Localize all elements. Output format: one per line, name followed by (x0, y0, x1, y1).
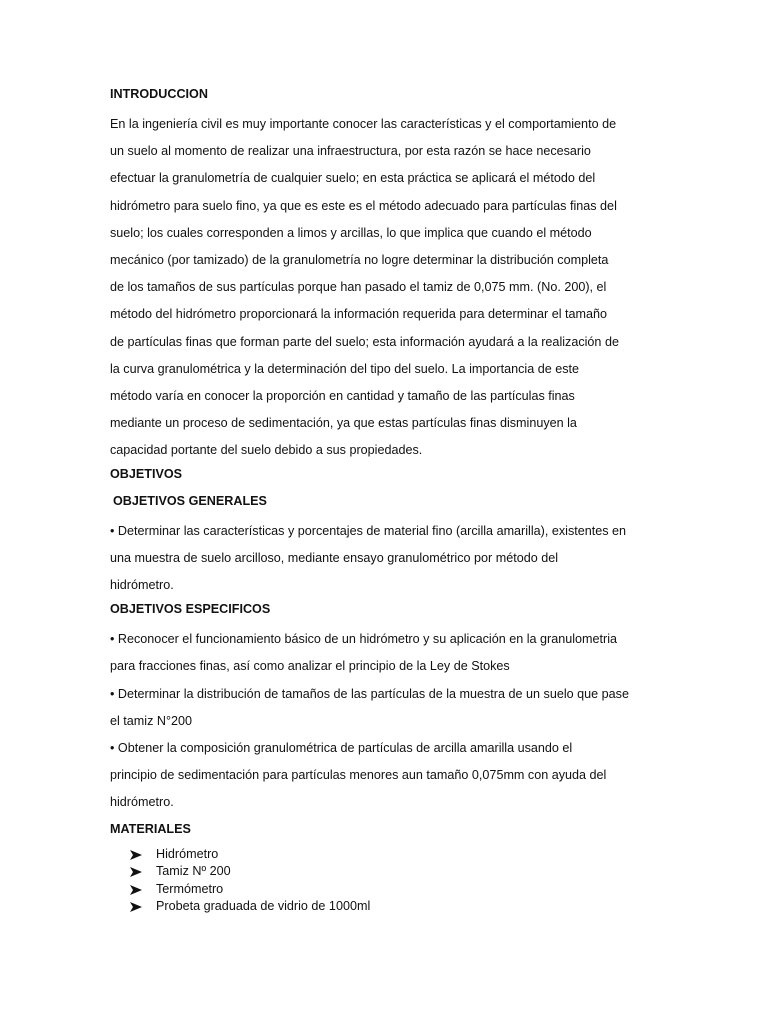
intro-line: efectuar la granulometría de cualquier suelo; en esta práctica se aplicará el método del (110, 171, 596, 186)
arrowhead-bullet-icon (130, 850, 142, 860)
intro-line: suelo; los cuales corresponden a limos y arcillas, lo que implica que cuando el método (110, 225, 592, 240)
intro-line: método del hidrómetro proporcionará la información requerida para determinar el tamaño (110, 307, 608, 322)
materiales-list (130, 846, 650, 916)
arrowhead-bullet-icon (130, 885, 142, 895)
material-label: Tamiz Nº 200 (156, 864, 231, 879)
intro-line: la curva granulométrica y la determinación del tipo del suelo. La importancia de este (110, 361, 580, 376)
arrowhead-bullet-icon (130, 902, 142, 912)
objetivo-especifico-line: • Determinar la distribución de tamaños de las partículas de la muestra de un suelo que pase (110, 686, 629, 701)
intro-line: método varía en conocer la proporción en cantidad y tamaño de las partículas finas (110, 389, 575, 404)
list-item (130, 898, 650, 916)
objetivo-general-line: hidrómetro. (110, 578, 174, 593)
objetivo-especifico-line: • Obtener la composición granulométrica de partículas de arcilla amarilla usando el (110, 741, 573, 756)
objetivo-especifico-line: • Reconocer el funcionamiento básico de un hidrómetro y su aplicación en la granulometria (110, 632, 618, 647)
intro-line: de los tamaños de sus partículas porque han pasado el tamiz de 0,075 mm. (No. 200), el (110, 280, 607, 295)
material-label: Termómetro (156, 881, 224, 896)
intro-line: mediante un proceso de sedimentación, ya que estas partículas finas disminuyen la (110, 416, 577, 431)
intro-heading: INTRODUCCION (110, 87, 208, 101)
intro-line: un suelo al momento de realizar una infraestructura, por esta razón se hace necesario (110, 144, 591, 159)
objetivos-especificos-heading: OBJETIVOS ESPECIFICOS (110, 602, 271, 617)
objetivos-heading: OBJETIVOS (110, 466, 183, 481)
document-page (110, 84, 650, 916)
intro-line: capacidad portante del suelo debido a sus propiedades. (110, 443, 423, 458)
intro-paragraph (110, 111, 650, 465)
objetivos-generales-heading: OBJETIVOS GENERALES (113, 493, 267, 508)
list-item (130, 863, 650, 881)
objetivo-general-line: • Determinar las características y porcentajes de material fino (arcilla amarilla), existentes en (110, 523, 627, 538)
intro-line: hidrómetro para suelo fino, ya que es este es el método adecuado para partículas finas del (110, 198, 617, 213)
objetivo-especifico-line: principio de sedimentación para partículas menores aun tamaño 0,075mm con ayuda del (110, 768, 607, 783)
arrowhead-bullet-icon (130, 867, 142, 877)
material-label: Probeta graduada de vidrio de 1000ml (156, 899, 371, 914)
objetivo-especifico-item (110, 681, 650, 735)
objetivo-especifico-line: para fracciones finas, así como analizar el principio de la Ley de Stokes (110, 659, 510, 674)
objetivo-especifico-item (110, 626, 650, 680)
objetivo-especifico-line: el tamiz N°200 (110, 713, 193, 728)
list-item (130, 881, 650, 899)
intro-line: de partículas finas que forman parte del suelo; esta información ayudará a la realización de (110, 334, 619, 349)
objetivo-general-line: una muestra de suelo arcilloso, mediante ensayo granulométrico por método del (110, 550, 559, 565)
intro-line: En la ingeniería civil es muy importante conocer las características y el comportamiento de (110, 117, 617, 131)
intro-line: mecánico (por tamizado) de la granulometría no logre determinar la distribución completa (110, 253, 609, 268)
materiales-heading: MATERIALES (110, 821, 191, 836)
objetivo-especifico-line: hidrómetro. (110, 795, 174, 810)
objetivo-especifico-item (110, 735, 650, 817)
list-item (130, 846, 650, 864)
material-label: Hidrómetro (156, 846, 219, 861)
objetivo-general-item (110, 518, 650, 600)
